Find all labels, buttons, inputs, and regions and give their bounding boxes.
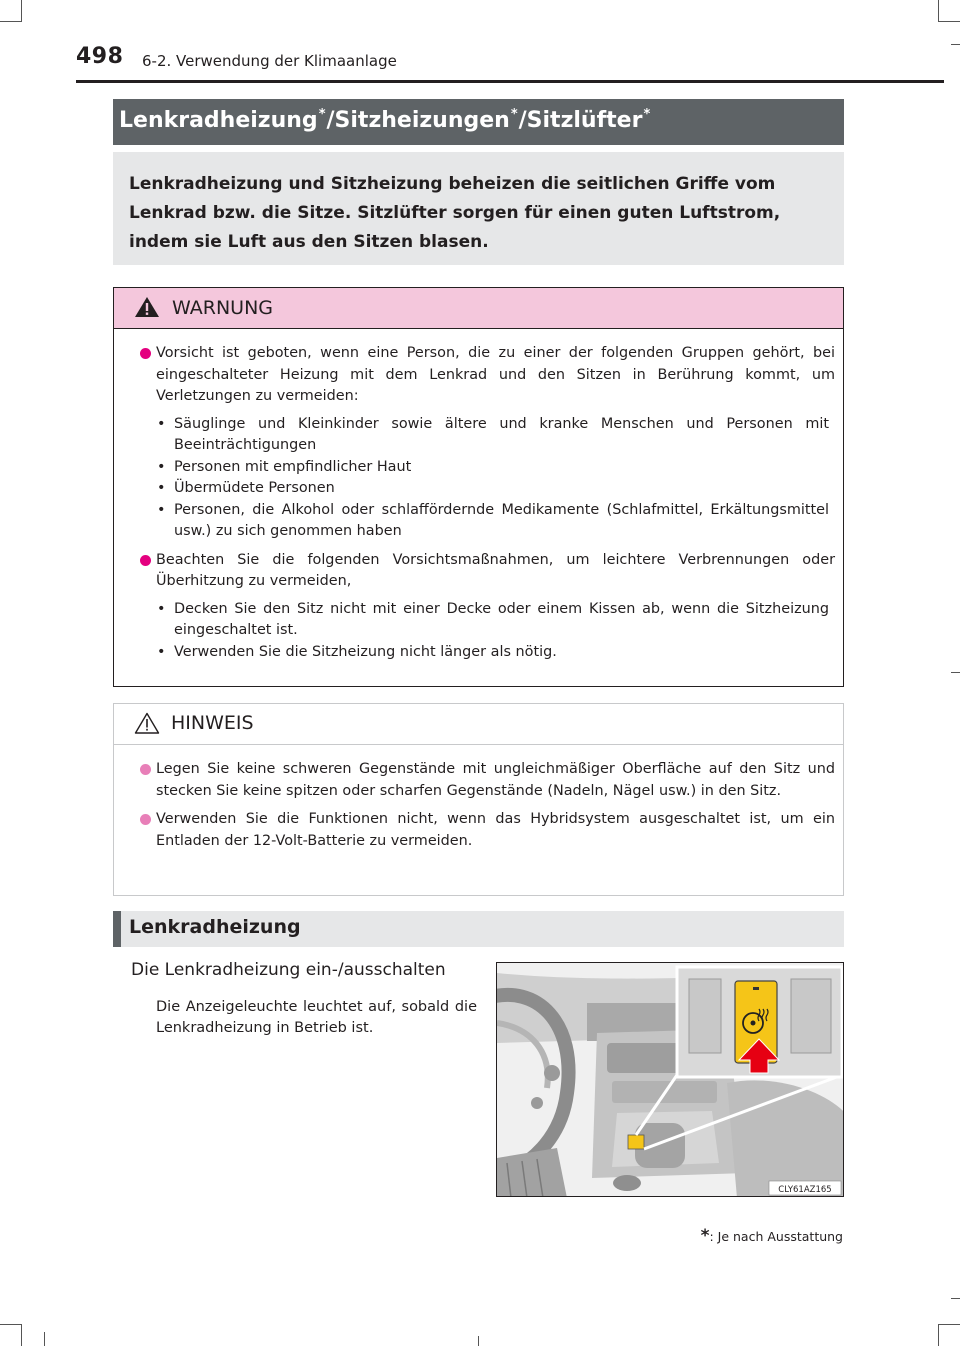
crop-mark [0,21,22,22]
notice-item [114,759,835,802]
warning-subitem: • Decken Sie den Sitz nicht mit einer Decke oder einem Kissen ab, wenn die Sitzheizung eingeschaltet ist. [156,599,829,642]
warning-subitem: • Verwenden Sie die Sitzheizung nicht länger als nötig. [156,642,829,664]
section-title: Lenkradheizung [113,911,844,947]
warning-triangle-icon [134,712,160,734]
step-title: Die Lenkradheizung ein-/ausschalten [131,960,446,980]
crop-mark [951,672,960,673]
crop-mark [938,21,960,22]
title-part-1: Lenkradheizung [119,108,318,133]
crop-mark [951,1298,960,1299]
warning-subitem: • Übermüdete Personen [156,478,829,500]
page-number: 498 [76,44,124,69]
chapter-title: 6-2. Verwendung der Klimaanlage [142,52,397,70]
crop-mark [0,1324,22,1325]
bullet-icon [140,348,151,359]
crop-mark [938,1324,939,1346]
warning-item-text: Vorsicht ist geboten, wenn eine Person, die zu einer der folgenden Gruppen gehört, bei eingeschalteter Heizung mit dem Lenkrad und den Sitzen in Berührung kommt, um Verletzungen zu vermeiden: [156,345,835,404]
warning-item [114,343,835,543]
dashboard-drawing [497,963,844,1197]
footnote-text: : Je nach Ausstattung [709,1229,843,1244]
crop-mark [951,44,960,45]
notice-label: HINWEIS [171,712,254,734]
crop-mark [938,0,939,22]
warning-triangle-icon [134,296,160,318]
warning-subitem: • Personen mit empfindlicher Haut [156,457,829,479]
warning-subitem: • Säuglinge und Kleinkinder sowie ältere und kranke Menschen und Personen mit Beeinträchtigungen [156,414,829,457]
footnote-asterisk: * [700,1226,710,1246]
warning-item-text: Beachten Sie die folgenden Vorsichtsmaßnahmen, um leichtere Verbrennungen oder Überhitzung zu vermeiden, [156,551,835,589]
illustration-code: CLY61AZ165 [778,1185,832,1195]
warning-header [114,288,843,329]
dashboard-illustration [496,962,844,1197]
bullet-icon [140,814,151,825]
title-asterisk: * [510,107,518,122]
warning-subitem: • Personen, die Alkohol oder schlaffördernde Medikamente (Schlafmittel, Erkältungsmittel usw.) zu sich genommen haben [156,500,829,543]
notice-item [114,809,835,852]
step-description: Die Anzeigeleuchte leuchtet auf, sobald die Lenkradheizung in Betrieb ist. [156,999,477,1036]
crop-mark [21,1324,22,1346]
crop-mark [938,1324,960,1325]
crop-mark [478,1336,479,1346]
header-rule [76,80,944,83]
bullet-icon [140,555,151,566]
crop-mark [44,1332,45,1346]
notice-box [113,703,844,896]
notice-header [114,704,843,745]
footnote [701,1226,843,1246]
title-part-3: /Sitzlüfter [518,108,643,133]
warning-item [114,550,835,664]
title-part-2: /Sitzheizungen [326,108,510,133]
notice-item-text: Verwenden Sie die Funktionen nicht, wenn das Hybridsystem ausgeschaltet ist, um ein Entladen der 12-Volt-Batterie zu vermeiden. [156,811,835,849]
page-title [113,99,844,145]
title-asterisk: * [643,107,651,122]
bullet-icon [140,764,151,775]
intro-text: Lenkradheizung und Sitzheizung beheizen die seitlichen Griffe vom Lenkrad bzw. die Sitze. Sitzlüfter sorgen für einen guten Luftstrom, indem sie Luft aus den Sitzen blasen. [113,152,844,265]
notice-item-text: Legen Sie keine schweren Gegenstände mit ungleichmäßiger Oberfläche auf den Sitz und stecken Sie keine spitzen oder scharfen Gegenstände (Nadeln, Nägel usw.) in den Sitz. [156,761,835,799]
warning-label: WARNUNG [172,297,274,319]
crop-mark [21,0,22,22]
warning-box [113,287,844,687]
title-asterisk: * [318,107,326,122]
